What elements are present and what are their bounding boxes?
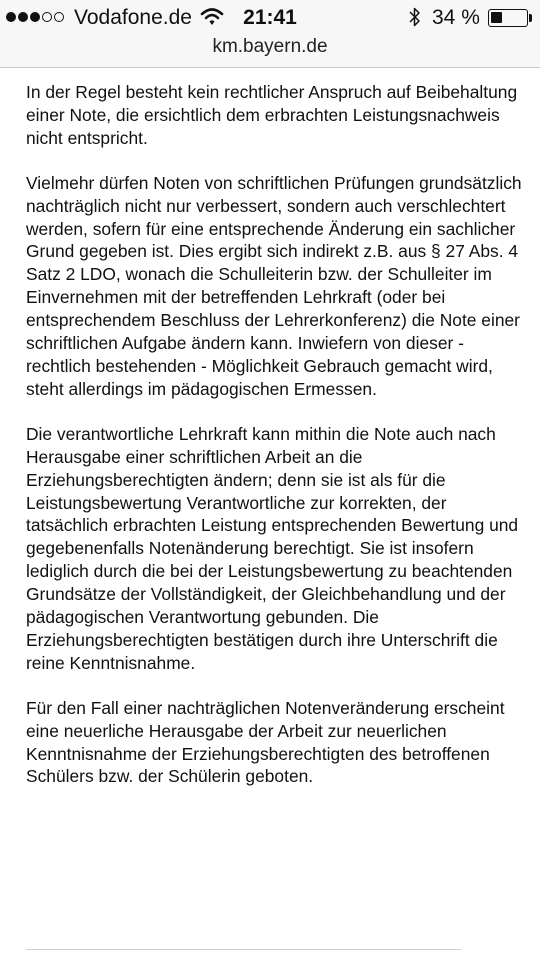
article-paragraph: Vielmehr dürfen Noten von schriftlichen Prüfungen grundsätzlich nachträglich nicht nur verbessert, sondern auch verschlechtert werden, sofern für eine entsprechende Änderung ein sachlicher Grund gegeben ist. Dies ergibt sich indirekt z.B. aus § 27 Abs. 4 Satz 2 LDO, wonach die Schulleiterin bzw. der Schulleiter im Einvernehmen mit der betreffenden Lehrkraft (oder bei entsprechendem Beschluss der Lehrerkonferenz) die Note einer schriftlichen Aufgabe ändern kann. Inwiefern von dieser - rechtlich bestehenden - Möglichkeit Gebrauch gemacht wird, steht allerdings im pädagogischen Ermessen. [26, 172, 522, 399]
content-divider [26, 949, 461, 950]
battery-icon [488, 9, 534, 27]
carrier-name: Vodafone.de [74, 6, 192, 29]
battery-level-fill [491, 12, 502, 23]
article-content [26, 81, 526, 810]
article-paragraph: In der Regel besteht kein rechtlicher Anspruch auf Beibehaltung einer Note, die ersichtlich dem erbrachten Leistungsnachweis nicht entspricht. [26, 82, 518, 148]
bluetooth-icon [408, 5, 422, 29]
battery-percentage: 34 % [432, 6, 480, 29]
battery-terminal [529, 14, 532, 22]
status-bar [0, 0, 540, 34]
status-time: 21:41 [243, 6, 297, 29]
article-paragraph: Die verantwortliche Lehrkraft kann mithin die Note auch nach Herausgabe einer schriftlichen Arbeit an die Erziehungsberechtigten ändern; denn sie ist als für die Leistungsbewertung Verantwortliche zur korrekten, der tatsächlich erbrachten Leistung entsprechenden Bewertung und gegebenenfalls Notenänderung berechtigt. Sie ist insofern lediglich durch die bei der Leistungsbewertung zu beachtenden Grundsätze der Vollständigkeit, der Gleichbehandlung und der pädagogischen Verantwortung gebunden. Die Erziehungsberechtigten bestätigen durch ihre Unterschrift die reine Kenntnisnahme. [26, 423, 519, 673]
battery-body [488, 9, 528, 27]
address-bar[interactable] [0, 34, 540, 68]
url-text[interactable]: km.bayern.de [212, 36, 328, 57]
article-paragraph: Für den Fall einer nachträglichen Notenveränderung erscheint eine neuerliche Herausgabe der Arbeit zur neuerlichen Kenntnisnahme der Erziehungsberechtigten des betroffenen Schülers bzw. der Schülerin geboten. [26, 697, 505, 787]
